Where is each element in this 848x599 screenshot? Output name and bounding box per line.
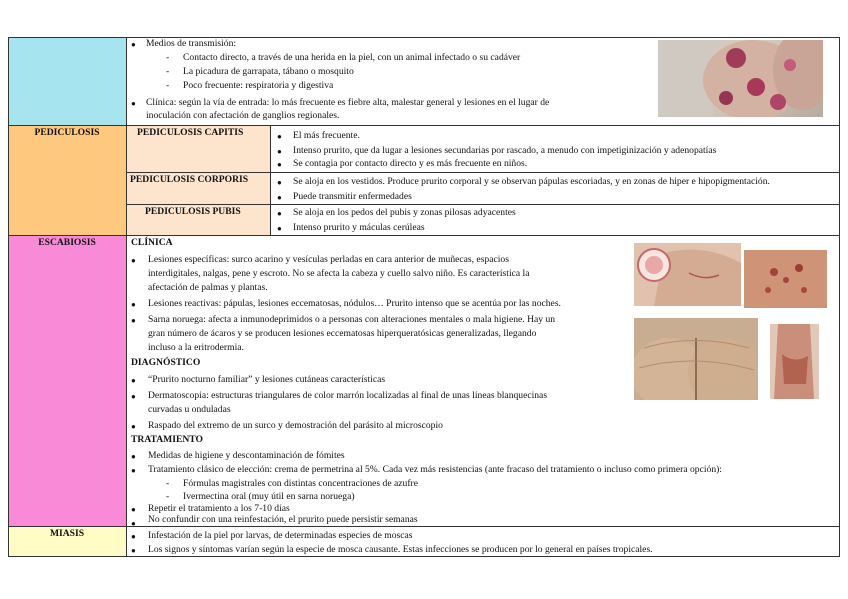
tratamiento-sub-item: Fórmulas magistrales con distintas concentraciones de azufre [183,478,418,489]
corporis-item: Se aloja en los vestidos. Produce prurito corporal y se observan pápulas escoriadas, y en zonas de hiper e hipopigmentación. [293,176,770,187]
capitis-item: El más frecuente. [293,130,360,141]
tratamiento-item: Tratamiento clásico de elección: crema de permetrina al 5%. Cada vez más resistencias (ante fracaso del tratamiento o incluso como primera opción): [148,464,722,475]
clinica-item: Sarna noruega: afecta a inmunodeprimidos o a personas con alteraciones mentales o mala higiene. Hay un [148,314,556,325]
diagnostico-heading: DIAGNÓSTICO [131,357,201,368]
transmission-item: Medios de transmisión: [146,38,237,49]
tratamiento-item: Repetir el tratamiento a los 7-10 días [148,503,290,514]
clinica-heading: CLÍNICA [131,237,173,248]
escabiosis-label-cell [8,235,126,526]
face-lesions-photo [658,40,823,117]
scabies-wrist-photo [744,250,827,308]
diagnostico-item-cont: curvadas u onduladas [148,404,231,415]
transmission-sub-item: La picadura de garrapata, tábano o mosquito [183,66,354,77]
transmission-sub-item: Poco frecuente: respiratoria y digestiva [183,80,334,91]
tratamiento-item: No confundir con una reinfestación, el prurito puede persistir semanas [148,514,418,525]
diagnostico-item: Dermatoscopia: estructuras triangulares de color marrón localizadas al final de unas líneas blanquecinas [148,390,548,401]
miasis-title: MIASIS [49,528,85,539]
capitis-item: Intenso prurito, que da lugar a lesiones secundarias por rascado, a menudo con impetiginización y adenopatías [293,145,717,156]
scabies-buttocks-photo [634,318,758,400]
diagnostico-item: Raspado del extremo de un surco y demostración del parásito al microscopio [148,420,443,431]
corporis-item: Puede transmitir enfermedades [293,191,412,202]
scabies-arm-photo [770,324,819,399]
pediculosis-corporis-title: PEDICULOSIS CORPORIS [130,174,249,185]
tratamiento-sub-item: Ivermectina oral (muy útil en sarna noruega) [183,491,355,502]
clinica-item: Lesiones reactivas: pápulas, lesiones eccematosas, nódulos… Prurito intenso que se acentúa por las noches. [148,298,561,309]
clinica-item-cont: gran número de ácaros y se producen lesiones eccematosas hiperqueratósicas generalizadas, llegando [148,328,537,339]
capitis-item: Se contagia por contacto directo y es más frecuente en niños. [293,158,528,169]
escabiosis-title: ESCABIOSIS [38,237,96,248]
transmission-label-cell [8,37,126,125]
transmission-item-cont: inoculación con afectación de ganglios regionales. [146,110,340,121]
miasis-item: Los signos y síntomas varían según la especie de mosca causante. Estas infecciones se producen por lo general en países tropicales. [148,544,653,555]
pubis-item: Se aloja en los pedos del pubis y zonas pilosas adyacentes [293,207,516,218]
tratamiento-item: Medidas de higiene y descontaminación de fómites [148,450,345,461]
scabies-hand-photo [634,243,741,306]
pediculosis-label-cell [8,125,126,235]
pediculosis-capitis-title: PEDICULOSIS CAPITIS [137,127,244,138]
clinica-item-cont: interdigitales, nalgas, pene y escroto. No se afecta la cabeza y cuello salvo niño. Es característica la [148,268,530,279]
transmission-item: Clínica: según la vía de entrada: lo más frecuente es fiebre alta, malestar general y lesiones en el lugar de [146,97,550,108]
clinica-item-cont: incluso a la eritrodermia. [148,342,244,353]
pediculosis-pubis-title: PEDICULOSIS PUBIS [145,206,241,217]
clinica-item: Lesiones específicas: surco acarino y vesículas perladas en cara anterior de muñecas, espacios [148,254,509,265]
diagnostico-item: “Prurito nocturno familiar” y lesiones cutáneas características [148,374,386,385]
pediculosis-title: PEDICULOSIS [34,127,100,138]
miasis-item: Infestación de la piel por larvas, de determinadas especies de moscas [148,530,413,541]
tratamiento-heading: TRATAMIENTO [131,434,203,445]
transmission-sub-item: Contacto directo, a través de una herida en la piel, con un animal infectado o su cadáver [183,52,521,63]
pubis-item: Intenso prurito y máculas cerúleas [293,222,425,233]
clinica-item-cont: afectación de palmas y plantas. [148,282,268,293]
